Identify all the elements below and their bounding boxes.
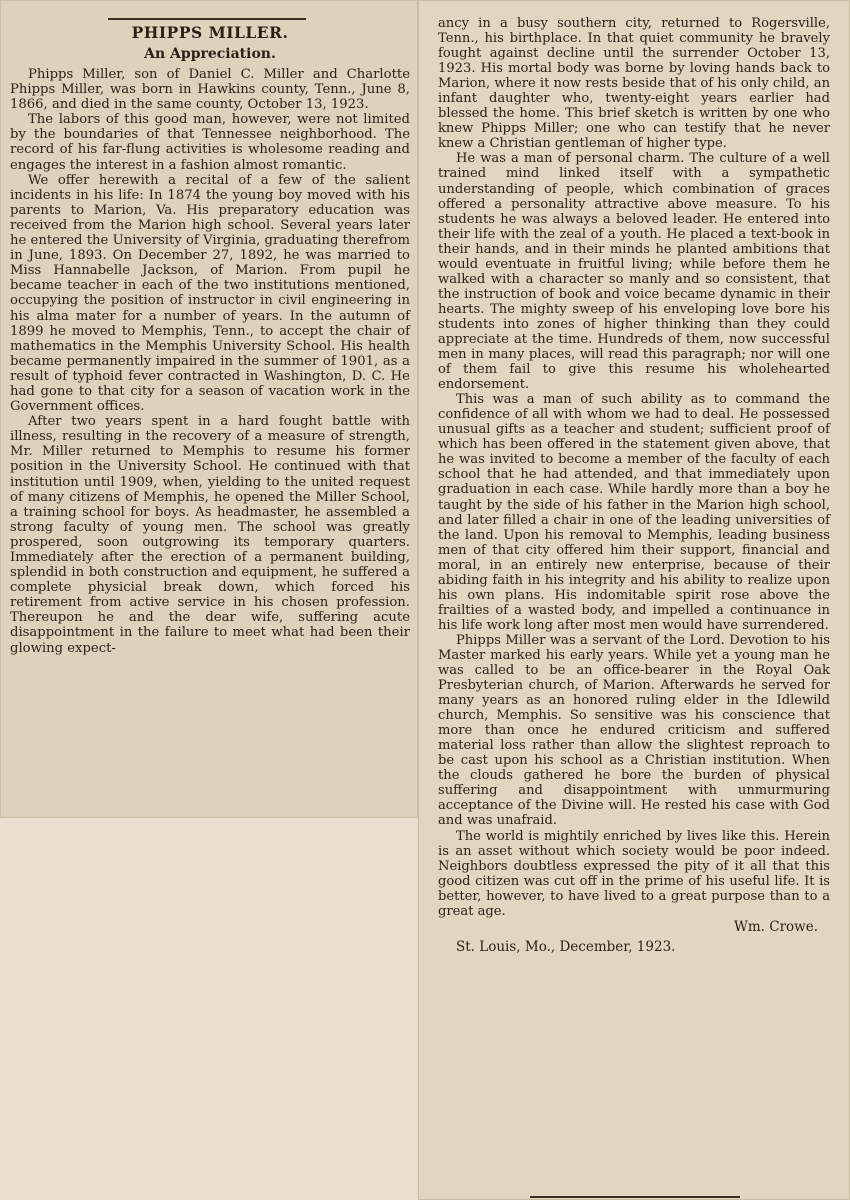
paragraph-continuation: ancy in a busy southern city, returned to Rogersville, Tenn., his birthplace. In that quiet community he bravely fought against decline until the surrender October 13, 1923. His mortal body was borne by loving hands back to Marion, where it now rests beside that of his only child, an infant daughter who, twenty-eight years earlier had blessed the home. This brief sketch is written by one who knew Phipps Miller; one who can testify that he never knew a Christian gentleman of higher type. bbox=[438, 16, 830, 152]
signature: Wm. Crowe. bbox=[733, 918, 818, 935]
paragraph: Phipps Miller, son of Daniel C. Miller and Charlotte Phipps Miller, was born in Hawkins county, Tenn., June 8, 1866, and died in the same county, October 13, 1923. bbox=[10, 67, 410, 113]
paragraph: This was a man of such ability as to command the confidence of all with whom we had to deal. He possessed unusual gifts as a teacher and student; sufficient proof of which has been offered in the statement given above, that he was invited to become a member of the faculty of each school that he had attended, and that immediately upon graduation in each case. While hardly more than a boy he taught by the side of his father in the Marion high school, and later filled a chair in one of the leading universities of the land. Upon his removal to Memphis, leading business men of that city offered him their support, financial and moral, in an entirely new enterprise, because of their abiding faith in his integrity and his ability to realize upon his own plans. His indomitable spirit rose above the frailties of a wasted body, and impelled a continuance in his life work long after most men would have surrendered. bbox=[438, 392, 830, 633]
paragraph: Phipps Miller was a servant of the Lord. Devotion to his Master marked his early years. While yet a young man he was called to be an office-bearer in the Royal Oak Presbyterian church, of Marion. Afterwards he served for many years as an honored ruling elder in the Idlewild church, Memphis. So sensitive was his conscience that more than once he endured criticism and suffered material loss rather than allow the slightest reproach to be cast upon his school as a Christian institution. When the clouds gathered he bore the burden of physical suffering and disappointment with unmurmuring acceptance of the Divine will. He rested his case with God and was unafraid. bbox=[438, 632, 830, 829]
article-headline: PHIPPS MILLER. bbox=[131, 23, 289, 42]
left-column bbox=[10, 24, 410, 656]
dateline: St. Louis, Mo., December, 1923. bbox=[456, 938, 676, 955]
paragraph: The labors of this good man, however, were not limited by the boundaries of that Tennessee neighborhood. The record of his far-flung activities is wholesome reading and engages the interest in a fashion almost romantic. bbox=[10, 112, 410, 173]
paragraph: We offer herewith a recital of a few of the salient incidents in his life: In 1874 the young boy moved with his parents to Marion, Va. His preparatory education was received from the Marion high school. Several years later he entered the University of Virginia, graduating therefrom in June, 1893. On December 27, 1892, he was married to Miss Hannabelle Jackson, of Marion. From pupil he became teacher in each of the two institutions mentioned, occupying the position of instructor in civil engineering in his alma mater for a number of years. In the autumn of 1899 he moved to Memphis, Tenn., to accept the chair of mathematics in the Memphis University School. His health became permanently impaired in the summer of 1901, as a result of typhoid fever contracted in Washington, D. C. He had gone to that city for a season of vacation work in the Government offices. bbox=[10, 172, 410, 415]
paragraph: After two years spent in a hard fought battle with illness, resulting in the recovery of a measure of strength, Mr. Miller returned to Memphis to resume his former position in the University School. He continued with that institution until 1909, when, yielding to the united request of many citizens of Memphis, he opened the Miller School, a training school for boys. As headmaster, he assembled a strong faculty of young men. The school was greatly prospered, soon outgrowing its temporary quarters. Immediately after the erection of a permanent building, splendid in both construction and equipment, he suffered a complete physicial break down, which forced his retirement from active service in his chosen profession. Thereupon he and the dear wife, suffering acute disappointment in the failure to meet what had been their glowing expect- bbox=[10, 414, 410, 656]
bottom-rule bbox=[530, 1196, 740, 1198]
article-subhead: An Appreciation. bbox=[144, 46, 276, 62]
paragraph: He was a man of personal charm. The culture of a well trained mind linked itself with a sympathetic understanding of people, which combination of graces offered a personality attractive above measure. To his students he was always a beloved leader. He entered into their life with the zeal of a youth. He placed a text-book in their hands, and in their minds he planted ambitions that would eventuate in fruitful living; while before them he walked with a character so manly and so consistent, that the instruction of book and voice became dynamic in their hearts. The mighty sweep of his enveloping love bore his students into zones of higher thinking than they could appreciate at the time. Hundreds of them, now successful men in many places, will read this paragraph; nor will one of them fail to give this resume his wholehearted endorsement. bbox=[438, 151, 830, 393]
right-clipping bbox=[418, 0, 850, 1200]
right-column bbox=[438, 16, 830, 955]
left-clipping bbox=[0, 0, 418, 818]
top-rule bbox=[108, 18, 306, 20]
paragraph: The world is mightily enriched by lives like this. Herein is an asset without which society would be poor indeed. Neighbors doubtless expressed the pity of it all that this good citizen was cut off in the prime of his useful life. It is better, however, to have lived to a great purpose than to a great age. bbox=[438, 828, 830, 919]
